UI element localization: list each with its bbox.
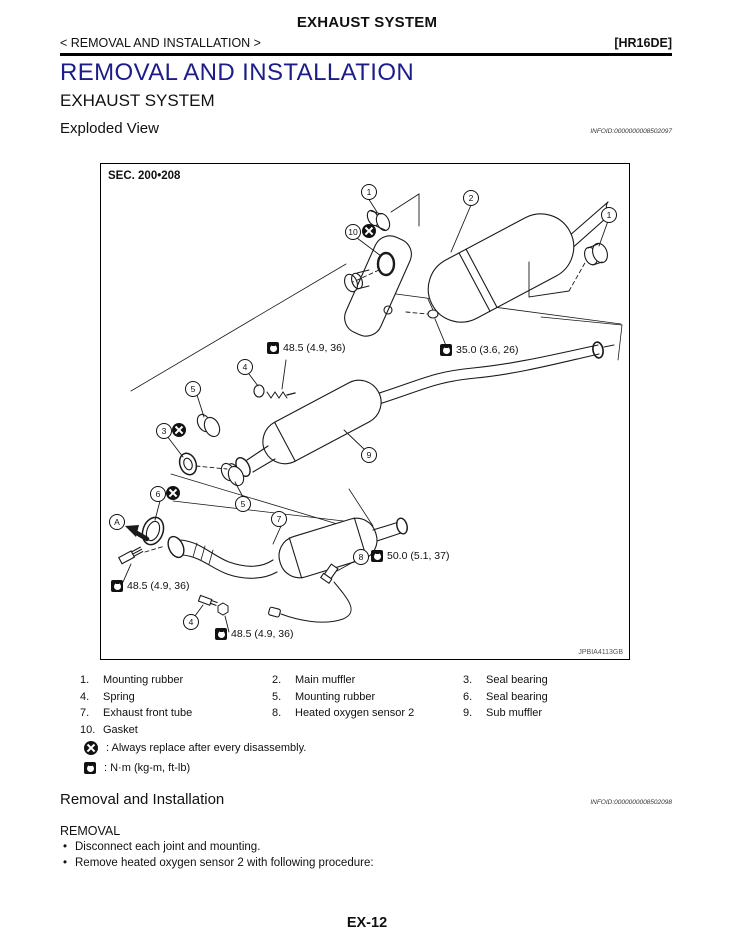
torque-spec: [371, 550, 449, 562]
part-number: 4.: [80, 690, 90, 703]
torque-spec: [440, 344, 518, 356]
torque-value: 35.0 (3.6, 26): [456, 344, 519, 356]
callout-1-right: 1: [601, 207, 617, 223]
removal-installation-heading-row: [60, 791, 672, 808]
callout-5-bottom: 5: [235, 496, 251, 512]
header-rule: [60, 53, 672, 56]
exploded-view-figure: [100, 163, 630, 660]
callout-3: 3: [156, 423, 172, 439]
breadcrumb: < REMOVAL AND INSTALLATION >: [60, 36, 261, 50]
engine-code-badge: [HR16DE]: [614, 36, 672, 50]
part-number: 8.: [272, 707, 282, 719]
part-number: 9.: [463, 707, 473, 719]
torque-value: 48.5 (4.9, 36): [127, 580, 190, 592]
removal-step: • Disconnect each joint and mounting.: [62, 840, 374, 856]
subsection-title: EXHAUST SYSTEM: [60, 91, 215, 110]
parts-list: [80, 674, 684, 737]
removal-steps: [62, 840, 374, 871]
exploded-view-heading-row: [60, 120, 672, 137]
callout-8: 8: [353, 549, 369, 565]
header-row: [60, 36, 672, 50]
infoid-removal-installation: INFOID:0000000008502098: [590, 799, 672, 806]
callout-2: 2: [463, 190, 479, 206]
view-a-label: A: [109, 514, 125, 530]
torque-spec: [215, 628, 293, 640]
part-number: 3.: [463, 674, 473, 686]
part-number: 2.: [272, 674, 282, 686]
torque-value: 48.5 (4.9, 36): [283, 342, 346, 354]
part-number: 5.: [272, 690, 282, 703]
part-label: Heated oxygen sensor 2: [295, 707, 415, 719]
part-label: Gasket: [103, 723, 138, 736]
part-label: Seal bearing: [486, 674, 548, 686]
part-label: Main muffler: [295, 674, 356, 686]
legend-text: : N·m (kg-m, ft-lb): [104, 762, 191, 774]
sec-label: SEC. 200•208: [108, 170, 181, 182]
infoid-exploded-view: INFOID:0000000008502097: [590, 128, 672, 135]
torque-wrench-icon: [267, 342, 279, 354]
torque-value: 50.0 (5.1, 37): [387, 550, 450, 562]
torque-spec: [111, 580, 189, 592]
replace-icon-3: [172, 423, 186, 437]
removal-installation-heading: Removal and Installation: [60, 791, 225, 808]
removal-subheading: REMOVAL: [60, 824, 121, 838]
part-label: Spring: [103, 690, 135, 703]
part-label: Mounting rubber: [295, 690, 376, 703]
legend-torque-unit: [84, 762, 306, 774]
legend-always-replace: [84, 741, 306, 755]
part-number: 6.: [463, 690, 473, 703]
chapter-title: REMOVAL AND INSTALLATION: [60, 59, 415, 86]
part-label: Seal bearing: [486, 690, 548, 703]
torque-wrench-icon: [215, 628, 227, 640]
legend-text: : Always replace after every disassembly.: [106, 742, 307, 754]
torque-wrench-icon: [84, 762, 96, 774]
torque-wrench-icon: [111, 580, 123, 592]
callout-4-bottom: 4: [183, 614, 199, 630]
torque-spec: [267, 342, 345, 354]
part-label: Sub muffler: [486, 707, 543, 719]
callout-5-top: 5: [185, 381, 201, 397]
torque-value: 48.5 (4.9, 36): [231, 628, 294, 640]
part-label: Mounting rubber: [103, 674, 184, 686]
callout-7: 7: [271, 511, 287, 527]
removal-step: • Remove heated oxygen sensor 2 with following procedure:: [62, 856, 374, 872]
replace-icon-6: [166, 486, 180, 500]
symbol-legend: [84, 741, 306, 781]
figure-code: JPBIA4113GB: [578, 649, 623, 656]
part-number: 7.: [80, 707, 90, 719]
exploded-view-heading: Exploded View: [60, 120, 159, 137]
page-number: EX-12: [346, 915, 388, 931]
part-number: 1.: [80, 674, 90, 686]
torque-wrench-icon: [440, 344, 452, 356]
callout-4-top: 4: [237, 359, 253, 375]
page-title: EXHAUST SYSTEM: [296, 14, 438, 31]
part-label: Exhaust front tube: [103, 707, 193, 719]
callout-10: 10: [345, 224, 361, 240]
callout-1-top: 1: [361, 184, 377, 200]
always-replace-icon: [84, 741, 98, 755]
callout-9: 9: [361, 447, 377, 463]
torque-wrench-icon: [371, 550, 383, 562]
callout-6: 6: [150, 486, 166, 502]
replace-icon-10: [362, 224, 376, 238]
part-number: 10.: [80, 723, 96, 736]
